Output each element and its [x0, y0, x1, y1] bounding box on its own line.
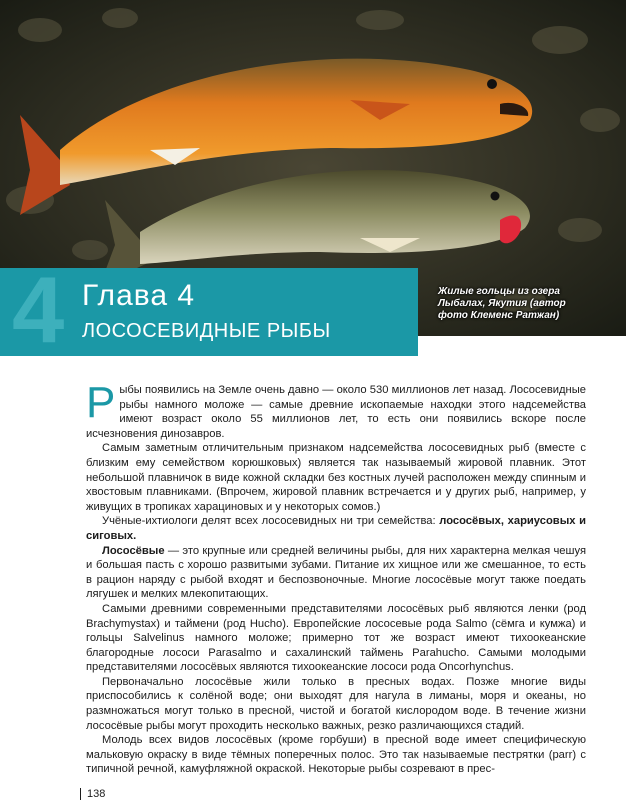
paragraph — [86, 514, 586, 543]
paragraph — [86, 378, 586, 441]
body-text — [86, 378, 586, 777]
paragraph: Самым заметным отличительным признаком надсемейства лососевидных рыб (вместе с близким ему семейством корюшковых) является так называемый жировой плавник. Этот небольшой плавничок в виде кожной складки без костных лучей расположен между спинным и хвостовым плавниками. (Впрочем, жировой плавник встречается и у других рыб, например, у живущих в тропиках харациновых и у некоторых сомов.) — [86, 442, 586, 513]
paragraph: Молодь всех видов лососёвых (кроме горбуши) в пресной воде имеет специфическую мальковую окраску в виде тёмных поперечных полос. Это так называемые пестрятки (parr) с типичной речной, камуфляжной окраской. Некоторые рыбы созревают в прес- — [86, 734, 586, 776]
paragraph: Самыми древними современными представителями лососёвых рыб являются ленки (род Brachymystax) и таймени (род Hucho). Европейские лососевые рода Salmo (сёмга и кумжа) и гольцы Salvelinus намного моложе; примерно тот же возраст имеют тихоокеанские благородные лососи Parasalmo и сахалинский таймень Parahucho. Самыми молодыми представителями лососёвых являются тихоокеанские лососи рода Oncorhynchus. — [86, 602, 586, 674]
chapter-number: 4 — [12, 257, 65, 362]
paragraph-text: ыбы появились на Земле очень давно — около 530 миллионов лет назад. Лососевидные рыбы намного моложе — самые древние ископаемые находки этого надсемейства имеют возраст около 55 миллионов лет, то есть они появились вскоре после исчезновения динозавров. — [86, 384, 586, 440]
chapter-title: Глава 4 — [82, 279, 196, 312]
paragraph-text: Учёные-ихтиологи делят всех лососевидных ни три семейства: — [102, 515, 440, 528]
drop-cap: Р — [86, 378, 116, 427]
emphasis-text: лососёвых, хариусовых и сиговых. — [86, 515, 586, 542]
page-number: 138 — [80, 788, 105, 800]
paragraph — [86, 544, 586, 602]
photo-caption: Жилые гольцы из озера Лыбалах, Якутия (автор фото Клеменс Ратжан) — [438, 286, 566, 321]
paragraph-text: — это крупные или средней величины рыбы, для них характерна мелкая чешуя и большая пасть с хорошо развитыми зубами. Питание их хищное или же смешанное, то есть в рацион наряду с рыбой входят и беспозвоночные. Многие лососёвые могут также поедать лягушек и мелких млекопитающих. — [86, 544, 586, 601]
paragraph: Первоначально лососёвые жили только в пресных водах. Позже многие виды приспособились к солёной воде; они выходят для нагула в лиманы, моря и океаны, но размножаться могут только в пресной, чистой и богатой кислородом воде. В течение жизни лососёвые рыбы могут проходить несколько важных, резко различающихся стадий. — [86, 675, 586, 732]
term-text: Лососёвые — [102, 544, 165, 557]
chapter-subtitle: ЛОСОСЕВИДНЫЕ РЫБЫ — [82, 320, 331, 342]
